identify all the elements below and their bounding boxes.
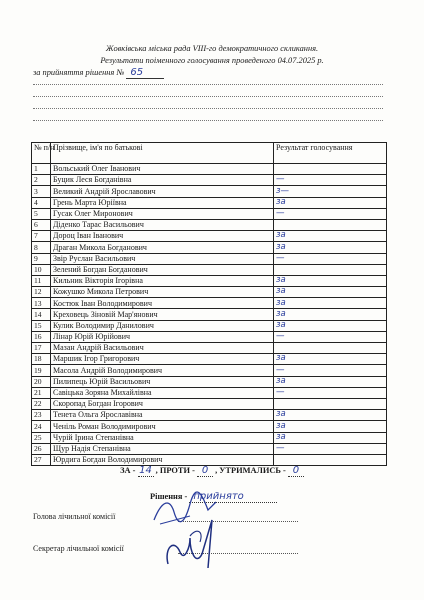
table-row (32, 343, 387, 354)
member-name: Лінар Юрій Юрійович (51, 331, 274, 342)
row-number: 24 (32, 421, 51, 432)
row-number: 12 (32, 287, 51, 298)
table-row (32, 454, 387, 465)
vote-result: за (274, 320, 387, 331)
member-name: Дороц Іван Іванович (51, 231, 274, 242)
vote-result: за (274, 421, 387, 432)
table-row (32, 298, 387, 309)
vote-result (274, 343, 387, 354)
member-name: Кожушко Микола Петрович (51, 287, 274, 298)
member-name: Савіцька Зоряна Михайлівна (51, 387, 274, 398)
for-label: ЗА - (120, 466, 136, 475)
abstained-count: 0 (288, 465, 304, 477)
table-row (32, 219, 387, 230)
table-row (32, 287, 387, 298)
table-row (32, 421, 387, 432)
table-row (32, 275, 387, 286)
member-name: Щур Надія Степанівна (51, 443, 274, 454)
vote-result (274, 164, 387, 175)
vote-result: — (274, 387, 387, 398)
vote-result (274, 398, 387, 409)
member-name: Великий Андрій Ярославович (51, 186, 274, 197)
row-number: 2 (32, 175, 51, 186)
member-name: Драган Микола Богданович (51, 242, 274, 253)
vote-result (274, 264, 387, 275)
member-name: Кулик Володимир Данилович (51, 320, 274, 331)
table-row (32, 264, 387, 275)
table-row (32, 376, 387, 387)
row-number: 19 (32, 365, 51, 376)
row-number: 16 (32, 331, 51, 342)
row-number: 13 (32, 298, 51, 309)
table-row (32, 175, 387, 186)
member-name: Скоропад Богдан Ігорович (51, 398, 274, 409)
table-row (32, 320, 387, 331)
document-title: Жовківська міська рада VIII-го демократичного скликання. (105, 44, 319, 53)
member-name: Чурій Ірина Степанівна (51, 432, 274, 443)
vote-result: з— (274, 186, 387, 197)
vote-result: — (274, 208, 387, 219)
table-row (32, 164, 387, 175)
decision-number: 65 (126, 67, 164, 79)
row-number: 15 (32, 320, 51, 331)
table-row (32, 208, 387, 219)
table-row (32, 242, 387, 253)
member-name: Юрдига Богдан Володимирович (51, 454, 274, 465)
vote-result: за (274, 197, 387, 208)
against-count: 0 (197, 465, 213, 477)
row-number: 21 (32, 387, 51, 398)
member-name: Кильник Вікторія Ігорівна (51, 275, 274, 286)
member-name: Тенета Ольга Ярославівна (51, 410, 274, 421)
member-name: Костюк Іван Володимирович (51, 298, 274, 309)
member-name: Вольський Олег Іванович (51, 164, 274, 175)
blank-line (33, 96, 383, 97)
vote-result: за (274, 354, 387, 365)
blank-line (33, 84, 383, 85)
row-number: 9 (32, 253, 51, 264)
vote-result: — (274, 331, 387, 342)
result-value: прийнято (189, 491, 277, 503)
secretary-signature-label: Секретар лічильної комісії (33, 544, 124, 553)
vote-result: за (274, 231, 387, 242)
decision-line (33, 67, 164, 79)
member-name: Зелений Богдан Богданович (51, 264, 274, 275)
table-row (32, 186, 387, 197)
table-row (32, 253, 387, 264)
row-number: 23 (32, 410, 51, 421)
row-number: 4 (32, 197, 51, 208)
row-number: 26 (32, 443, 51, 454)
table-row (32, 197, 387, 208)
vote-result: за (274, 410, 387, 421)
member-name: Масола Андрій Володимирович (51, 365, 274, 376)
table-row (32, 365, 387, 376)
table-row (32, 398, 387, 409)
vote-result: за (274, 376, 387, 387)
vote-result: — (274, 175, 387, 186)
result-label: Рішення - (150, 492, 188, 501)
vote-result: — (274, 253, 387, 264)
votes-table (31, 142, 387, 466)
vote-result: — (274, 443, 387, 454)
table-row (32, 354, 387, 365)
vote-result: за (274, 242, 387, 253)
member-name: Мазан Андрій Васильович (51, 343, 274, 354)
vote-totals (0, 465, 424, 477)
for-count: 14 (139, 465, 152, 476)
member-name: Діденко Тарас Васильович (51, 219, 274, 230)
row-number: 27 (32, 454, 51, 465)
against-label: , ПРОТИ - (155, 466, 195, 475)
vote-result: за (274, 275, 387, 286)
member-name: Пилипець Юрій Васильович (51, 376, 274, 387)
votes-table-body (32, 164, 387, 466)
row-number: 22 (32, 398, 51, 409)
member-name: Грень Марта Юріївна (51, 197, 274, 208)
col-header-result: Результат голосування (274, 143, 387, 164)
table-row (32, 443, 387, 454)
table-row (32, 309, 387, 320)
blank-line (33, 120, 383, 121)
member-name: Буцик Леся Богданівна (51, 175, 274, 186)
member-name: Звір Руслан Васильович (51, 253, 274, 264)
member-name: Маршик Ігор Григорович (51, 354, 274, 365)
row-number: 5 (32, 208, 51, 219)
row-number: 1 (32, 164, 51, 175)
row-number: 7 (32, 231, 51, 242)
document-subtitle: Результати поіменного голосування проведеного 04.07.2025 р. (100, 56, 324, 65)
vote-result: за (274, 309, 387, 320)
vote-result: — (274, 365, 387, 376)
row-number: 11 (32, 275, 51, 286)
abstained-label: , УТРИМАЛИСЬ - (215, 466, 286, 475)
col-header-number: № п/н (32, 143, 51, 164)
blank-line (33, 108, 383, 109)
chair-signature-label: Голова лічильної комісії (33, 512, 116, 521)
table-row (32, 410, 387, 421)
member-name: Гусак Олег Миронович (51, 208, 274, 219)
vote-result: за (274, 287, 387, 298)
member-name: Ченіль Роман Володимирович (51, 421, 274, 432)
secretary-signature (160, 508, 230, 574)
vote-result (274, 219, 387, 230)
row-number: 6 (32, 219, 51, 230)
decision-label: за прийняття рішення № (33, 68, 125, 77)
table-row (32, 331, 387, 342)
col-header-name: Прізвище, ім'я по батькові (51, 143, 274, 164)
row-number: 3 (32, 186, 51, 197)
table-row (32, 387, 387, 398)
row-number: 25 (32, 432, 51, 443)
vote-result (274, 454, 387, 465)
row-number: 20 (32, 376, 51, 387)
vote-result: за (274, 298, 387, 309)
row-number: 14 (32, 309, 51, 320)
vote-result: за (274, 432, 387, 443)
table-header-row (32, 143, 387, 164)
table-row (32, 432, 387, 443)
row-number: 18 (32, 354, 51, 365)
row-number: 8 (32, 242, 51, 253)
member-name: Креховець Зіновій Мар'янович (51, 309, 274, 320)
row-number: 17 (32, 343, 51, 354)
row-number: 10 (32, 264, 51, 275)
table-row (32, 231, 387, 242)
